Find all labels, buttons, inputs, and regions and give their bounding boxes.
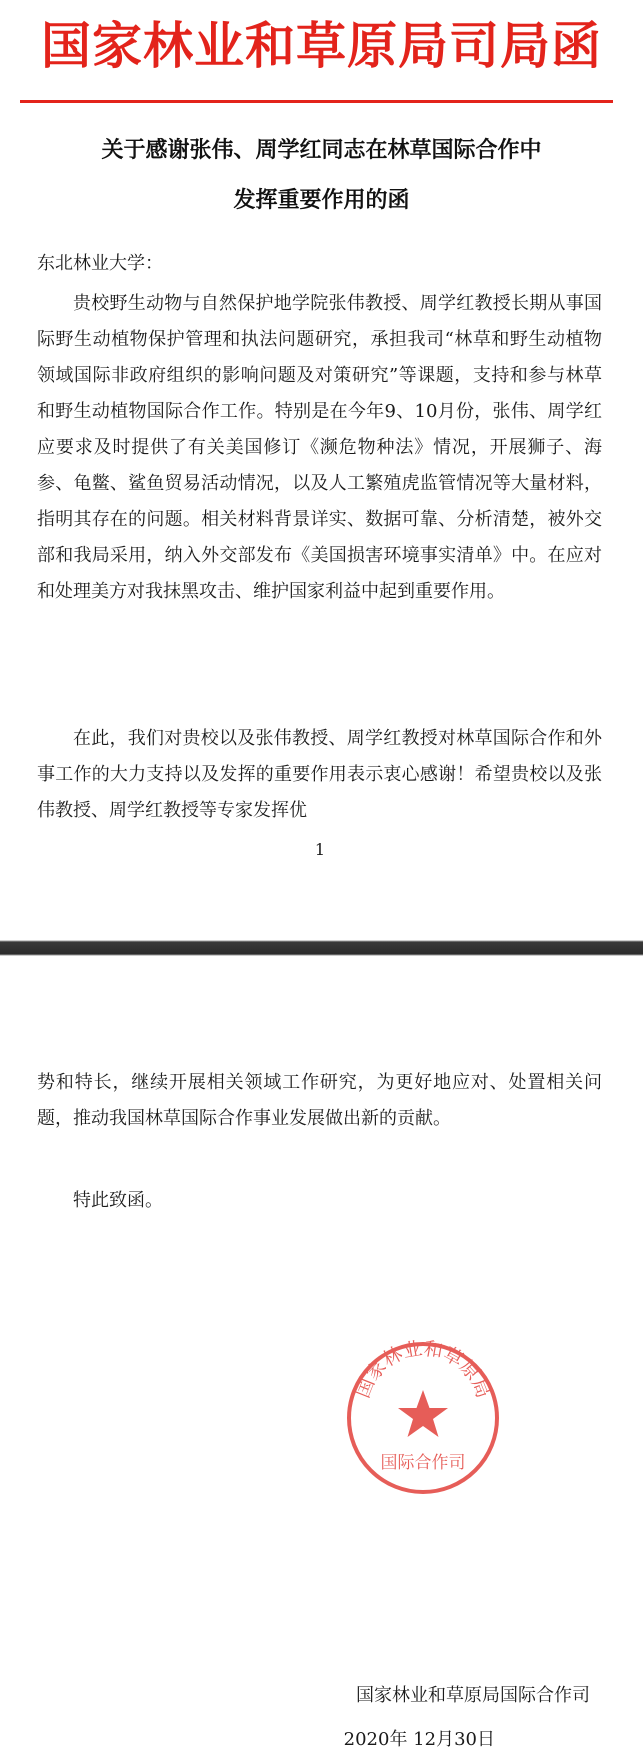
signature-date: 2020年 12月30日 [343, 1729, 495, 1750]
page-number: 1 [314, 840, 326, 859]
body-paragraph-2-continued: 势和特长，继续开展相关领域工作研究，为更好地应对、处置相关问题，推动我国林草国际合作事业发展做出新的贡献。 [37, 1072, 602, 1129]
salutation: 东北林业大学： [37, 253, 163, 274]
document-title-line-1: 关于感谢张伟、周学红同志在林草国际合作中 [101, 137, 542, 163]
document-title-line-2: 发挥重要作用的函 [233, 187, 410, 213]
seal-bottom-text: 国际合作司 [380, 1453, 466, 1473]
page-separator [0, 940, 643, 956]
body-paragraph-1: 贵校野生动物与自然保护地学院张伟教授、周学红教授长期从事国际野生动植物保护管理和执法问题研究，承担我司“林草和野生动植物领域国际非政府组织的影响问题及对策研究”等课题，支持和参与林草和野生动植物国际合作工作。特别是在今年9、10月份，张伟、周学红应要求及时提供了有关美国修订《濒危物种法》情况，开展狮子、海参、龟鳖、鲨鱼贸易活动情况，以及人工繁殖虎监管情况等大量材料，指明其存在的问题。相关材料背景详实、数据可靠、分析清楚，被外交部和我局采用，纳入外交部发布《美国损害环境事实清单》中。在应对和处理美方对我抹黑攻击、维护国家利益中起到重要作用。 [37, 293, 602, 602]
signature-organization: 国家林业和草原局国际合作司 [356, 1685, 590, 1706]
letterhead-title: 国家林业和草原局司局函 [41, 16, 602, 75]
letterhead-divider [20, 100, 613, 103]
closing-line: 特此致函。 [73, 1190, 163, 1211]
seal-star-icon [398, 1390, 448, 1437]
seal-arc-text: 国家林业和草原局 [351, 1338, 495, 1402]
body-paragraph-2: 在此，我们对贵校以及张伟教授、周学红教授对林草国际合作和外事工作的大力支持以及发挥的重要作用表示衷心感谢！希望贵校以及张伟教授、周学红教授等专家发挥优 [37, 728, 602, 821]
official-seal [343, 1338, 503, 1498]
page-2 [0, 956, 643, 1750]
